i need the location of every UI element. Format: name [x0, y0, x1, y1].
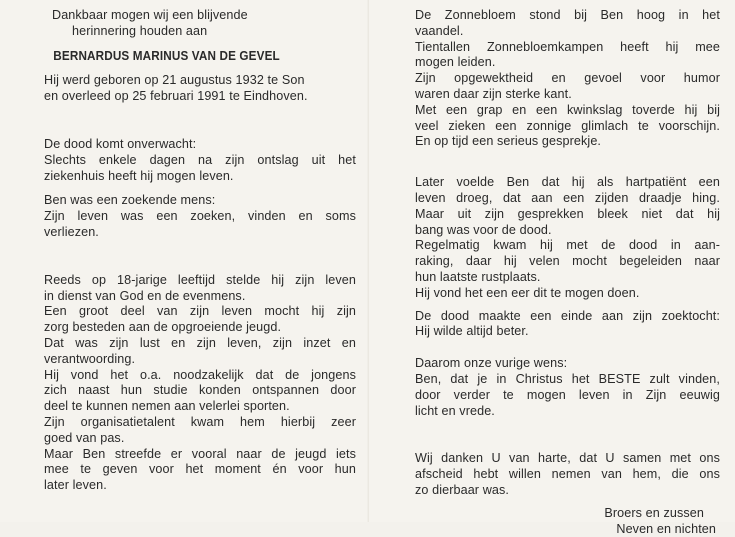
text-line: zorg besteden aan de opgroeiende jeugd. — [44, 320, 282, 335]
signature-line: Broers en zussen — [604, 505, 704, 520]
text-line: Daarom onze vurige wens: — [415, 356, 568, 371]
paragraph-seeker — [44, 193, 356, 240]
text-line: raking, daar hij velen mocht begeleiden naar — [415, 254, 720, 269]
text-line: Reeds op 18-jarige leeftijd stelde hij zijn leven — [44, 272, 356, 287]
text-line: Wij danken U van harte, dat U samen met ons — [415, 451, 720, 466]
text-line: Dat was zijn lust en zijn leven, zijn inzet en — [44, 335, 356, 350]
text-line: Hij werd geboren op 21 augustus 1932 te Son — [44, 73, 305, 88]
birth-death-text — [44, 73, 356, 105]
right-page — [415, 8, 720, 537]
text-line: Later voelde Ben dat hij als hartpatiënt een — [415, 175, 720, 190]
text-line: zich naast hun studie konden ontspannen door — [44, 383, 356, 398]
card-fold — [367, 0, 368, 522]
text-line: ziekenhuis heeft hij mogen leven. — [44, 168, 234, 183]
paragraph-death — [44, 137, 356, 184]
text-line: Een groot deel van zijn leven mocht hij zijn — [44, 304, 356, 319]
text-line: vaandel. — [415, 23, 464, 38]
text-line: Tientallen Zonnebloemkampen heeft hij mee — [415, 39, 720, 54]
paragraph-thanks — [415, 451, 720, 498]
text-line: veel zieken een zonnige glimlach te voorschijn. — [415, 118, 720, 133]
paragraph-zonnebloem — [415, 8, 720, 150]
text-line: De Zonnebloem stond bij Ben hoog in het — [415, 8, 720, 22]
text-line: hun laatste rustplaats. — [415, 269, 541, 284]
text-line: bang was voor de dood. — [415, 222, 552, 237]
paragraph-wish — [415, 356, 720, 419]
text-line: en overleed op 25 februari 1991 te Eindhoven. — [44, 89, 308, 104]
text-line: Regelmatig kwam hij met de dood in aan- — [415, 238, 720, 253]
text-line: Ben was een zoekende mens: — [44, 193, 216, 208]
paragraph-life — [44, 273, 356, 494]
signature-line: Neven en nichten — [616, 521, 716, 536]
signature — [415, 506, 720, 537]
left-page — [44, 8, 356, 494]
text-line: En op tijd een serieus gesprekje. — [415, 134, 602, 149]
deceased-name: BERNARDUS MARINUS VAN DE GEVEL — [53, 48, 280, 63]
text-line: Zijn opgewektheid en gevoel voor humor — [415, 71, 720, 86]
text-line: mee te geven voor het moment én voor hun — [44, 462, 356, 477]
text-line: afscheid hebt willen nemen van hem, die ons — [415, 467, 720, 482]
intro-line: Dankbaar mogen wij een blijvende — [52, 8, 248, 22]
text-line: Maar uit zijn gesprekken bleek niet dat hij — [415, 206, 720, 221]
text-line: Hij wilde altijd beter. — [415, 324, 529, 339]
paragraph-end — [415, 309, 720, 341]
text-line: Hij vond het o.a. noodzakelijk dat de jongens — [44, 367, 356, 382]
text-line: waren daar zijn sterke kant. — [415, 86, 572, 101]
text-line: goed van pas. — [44, 430, 125, 445]
text-line: Zijn leven was een zoeken, vinden en soms — [44, 209, 356, 224]
text-line: licht en vrede. — [415, 403, 495, 418]
paragraph-heart — [415, 175, 720, 301]
text-line: Zijn organisatietalent kwam hem hierbij zeer — [44, 414, 356, 429]
text-line: Met een grap en een kwinkslag toverde hij bij — [415, 102, 720, 117]
text-line: zo dierbaar was. — [415, 482, 509, 497]
intro-text — [44, 8, 356, 40]
text-line: in dienst van God en de evenmens. — [44, 288, 246, 303]
text-line: deel te kunnen nemen aan velerlei sporten. — [44, 399, 290, 414]
text-line: Hij vond het een eer dit te mogen doen. — [415, 285, 640, 300]
text-line: Maar Ben streefde er vooral naar de jeugd iets — [44, 446, 356, 461]
text-line: verantwoording. — [44, 351, 136, 366]
text-line: later leven. — [44, 478, 107, 493]
text-line: Ben, dat je in Christus het BESTE zult vinden, — [415, 371, 720, 386]
intro-line: herinnering houden aan — [72, 23, 208, 38]
text-line: verliezen. — [44, 224, 99, 239]
text-line: De dood maakte een einde aan zijn zoektocht: — [415, 308, 720, 323]
text-line: mogen leiden. — [415, 55, 496, 70]
text-line: leven droeg, dat aan een zijden draadje hing. — [415, 190, 720, 205]
text-line: De dood komt onverwacht: — [44, 136, 197, 151]
text-line: Slechts enkele dagen na zijn ontslag uit het — [44, 152, 356, 167]
text-line: door verder te mogen leven in Zijn eeuwig — [415, 387, 720, 402]
